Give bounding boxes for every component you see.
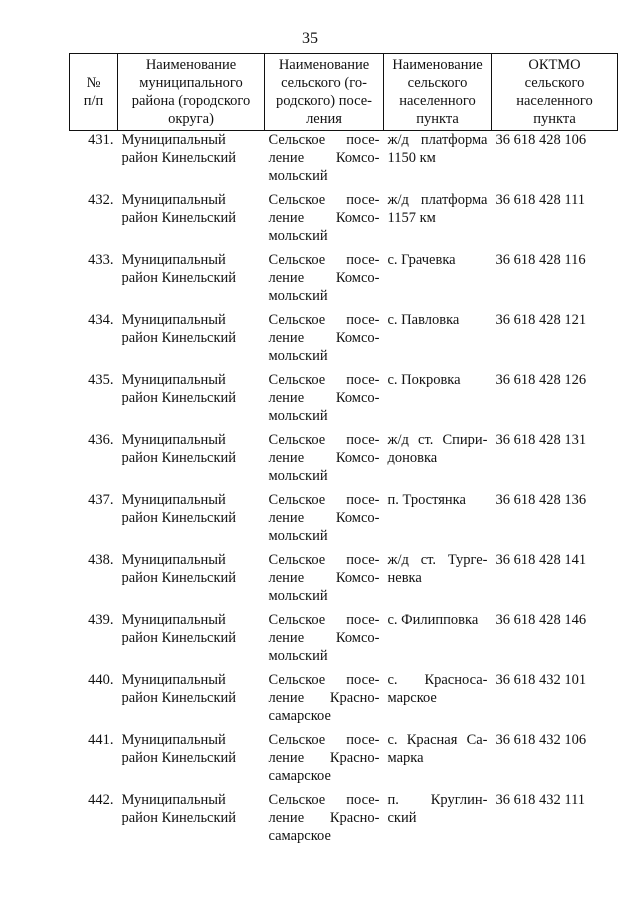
- row-number: 432.: [88, 192, 114, 208]
- table-row: [70, 791, 618, 851]
- poselenie-cell: Сельское посе- ление Комсо- мольский: [268, 252, 380, 304]
- row-number: 436.: [88, 432, 114, 448]
- punkt-line: с. Покровка: [387, 372, 461, 388]
- punkt-line: марское: [387, 690, 437, 706]
- table-row: [70, 431, 618, 491]
- table-row: [70, 371, 618, 431]
- rayon-cell: Муниципальный район Кинельский: [121, 612, 237, 646]
- punkt-line: 1150 км: [387, 150, 436, 166]
- row-number: 434.: [88, 312, 114, 328]
- rayon-cell: Муниципальный район Кинельский: [121, 672, 237, 706]
- poselenie-cell: Сельское посе- ление Комсо- мольский: [268, 432, 380, 484]
- punkt-cell: [384, 131, 492, 192]
- punkt-line: ский: [387, 810, 417, 826]
- table-row: [70, 551, 618, 611]
- punkt-line: с. Красноса-: [387, 672, 488, 688]
- punkt-cell: [384, 731, 492, 791]
- punkt-line: с. Филипповка: [387, 612, 479, 628]
- poselenie-cell: Сельское посе- ление Комсо- мольский: [268, 552, 380, 604]
- punkt-cell: [384, 611, 492, 671]
- punkt-line: ж/д платформа: [387, 132, 488, 148]
- rayon-cell: Муниципальный район Кинельский: [121, 372, 237, 406]
- punkt-line: п. Тростянка: [387, 492, 466, 508]
- punkt-cell: [384, 671, 492, 731]
- oktmo-cell: 36 618 428 111: [495, 192, 586, 208]
- rayon-cell: Муниципальный район Кинельский: [121, 552, 237, 586]
- page-number: 35: [302, 30, 318, 47]
- table-row: [70, 131, 618, 192]
- table-row: [70, 311, 618, 371]
- poselenie-cell: Сельское посе- ление Комсо- мольский: [268, 612, 380, 664]
- oktmo-cell: 36 618 428 116: [495, 252, 586, 268]
- row-number: 435.: [88, 372, 114, 388]
- table-row: [70, 731, 618, 791]
- table-body: [70, 131, 618, 852]
- punkt-line: с. Павловка: [387, 312, 460, 328]
- punkt-cell: [384, 491, 492, 551]
- oktmo-cell: 36 618 428 146: [495, 612, 587, 628]
- table-row: [70, 491, 618, 551]
- punkt-line: п. Круглин-: [387, 792, 488, 808]
- row-number: 442.: [88, 792, 114, 808]
- oktmo-cell: 36 618 428 106: [495, 132, 587, 148]
- poselenie-cell: Сельское посе- ление Комсо- мольский: [268, 372, 380, 424]
- header-punkt: Наименование сельского населенного пункта: [384, 54, 492, 131]
- rayon-cell: Муниципальный район Кинельский: [121, 312, 237, 346]
- punkt-cell: [384, 431, 492, 491]
- oktmo-cell: 36 618 432 101: [495, 672, 587, 688]
- oktmo-cell: 36 618 428 136: [495, 492, 587, 508]
- poselenie-cell: Сельское посе- ление Комсо- мольский: [268, 312, 380, 364]
- punkt-cell: [384, 311, 492, 371]
- punkt-line: ж/д ст. Турге-: [387, 552, 488, 568]
- row-number: 431.: [88, 132, 114, 148]
- punkt-line: ж/д платформа: [387, 192, 488, 208]
- table-row: [70, 611, 618, 671]
- punkt-line: ж/д ст. Спири-: [387, 432, 488, 448]
- punkt-cell: [384, 371, 492, 431]
- punkt-cell: [384, 191, 492, 251]
- rayon-cell: Муниципальный район Кинельский: [121, 192, 237, 226]
- poselenie-cell: Сельское посе- ление Красно- самарское: [268, 732, 380, 784]
- settlements-table: [69, 53, 618, 851]
- oktmo-cell: 36 618 432 106: [495, 732, 587, 748]
- rayon-cell: Муниципальный район Кинельский: [121, 492, 237, 526]
- punkt-line: 1157 км: [387, 210, 436, 226]
- row-number: 437.: [88, 492, 114, 508]
- table-row: [70, 251, 618, 311]
- table-row: [70, 671, 618, 731]
- poselenie-cell: Сельское посе- ление Красно- самарское: [268, 792, 380, 844]
- rayon-cell: Муниципальный район Кинельский: [121, 432, 237, 466]
- oktmo-cell: 36 618 432 111: [495, 792, 586, 808]
- table-row: [70, 191, 618, 251]
- row-number: 433.: [88, 252, 114, 268]
- row-number: 439.: [88, 612, 114, 628]
- poselenie-cell: Сельское посе- ление Комсо- мольский: [268, 492, 380, 544]
- row-number: 440.: [88, 672, 114, 688]
- header-poselenie: Наименование сельского (го- родского) посе- ления: [265, 54, 384, 131]
- rayon-cell: Муниципальный район Кинельский: [121, 132, 237, 166]
- row-number: 441.: [88, 732, 114, 748]
- oktmo-cell: 36 618 428 141: [495, 552, 587, 568]
- punkt-cell: [384, 251, 492, 311]
- poselenie-cell: Сельское посе- ление Комсо- мольский: [268, 132, 380, 184]
- header-rayon: Наименование муниципального района (городского округа): [118, 54, 265, 131]
- rayon-cell: Муниципальный район Кинельский: [121, 792, 237, 826]
- header-num: № п/п: [70, 54, 118, 131]
- row-number: 438.: [88, 552, 114, 568]
- punkt-line: доновка: [387, 450, 438, 466]
- rayon-cell: Муниципальный район Кинельский: [121, 252, 237, 286]
- punkt-cell: [384, 791, 492, 851]
- punkt-line: с. Красная Са-: [387, 732, 488, 748]
- oktmo-cell: 36 618 428 126: [495, 372, 587, 388]
- oktmo-cell: 36 618 428 121: [495, 312, 587, 328]
- punkt-cell: [384, 551, 492, 611]
- poselenie-cell: Сельское посе- ление Комсо- мольский: [268, 192, 380, 244]
- table-header-row: [70, 54, 618, 131]
- punkt-line: невка: [387, 570, 422, 586]
- punkt-line: с. Грачевка: [387, 252, 456, 268]
- punkt-line: марка: [387, 750, 424, 766]
- rayon-cell: Муниципальный район Кинельский: [121, 732, 237, 766]
- oktmo-cell: 36 618 428 131: [495, 432, 587, 448]
- poselenie-cell: Сельское посе- ление Красно- самарское: [268, 672, 380, 724]
- header-oktmo: ОКТМО сельского населенного пункта: [492, 54, 618, 131]
